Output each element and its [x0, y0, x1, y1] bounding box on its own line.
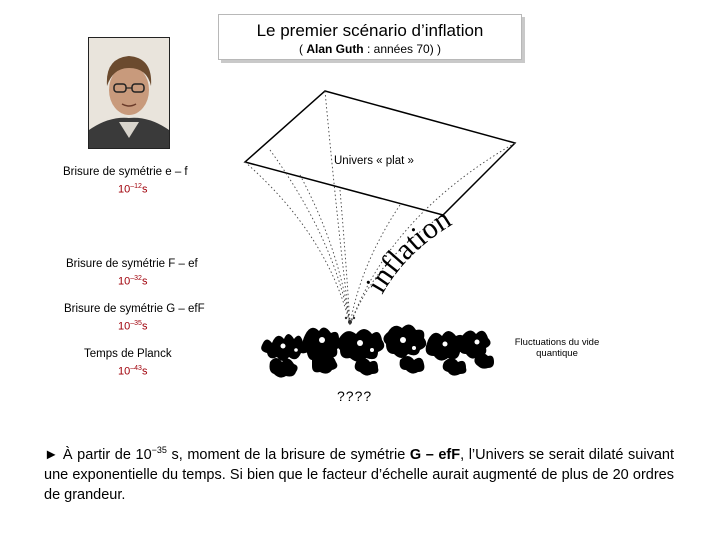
time-unit-fef: s	[141, 275, 148, 288]
para-exp: −35	[151, 445, 167, 455]
time-exp-gef: –35	[130, 320, 142, 327]
time-exp-fef: –32	[130, 275, 142, 282]
para-part1: À partir de 10	[58, 446, 152, 463]
time-base-planck: 10	[118, 365, 131, 378]
breaking-label-gef: Brisure de symétrie G – efF	[64, 303, 205, 315]
para-part3: , l’Univers se serait dilaté suivant une exponentielle du temps. Si bien que le facteur d’échelle aurait augmenté de plus de 20 ordres de grandeur.	[44, 446, 674, 503]
time-base-gef: 10	[118, 320, 131, 333]
time-base-fef: 10	[118, 275, 131, 288]
time-base-ef: 10	[118, 183, 131, 196]
time-unit-ef: s	[141, 183, 148, 196]
question-marks: ????	[337, 388, 373, 404]
breaking-label-ef: Brisure de symétrie e – f	[63, 166, 188, 178]
inflation-word	[360, 202, 457, 298]
time-exp-planck: –43	[130, 365, 142, 372]
time-exp-ef: –12	[130, 183, 142, 190]
planck-label: Temps de Planck	[84, 348, 172, 360]
time-unit-planck: s	[141, 365, 148, 378]
explanation-paragraph	[44, 440, 674, 505]
subtitle-rest: : années 70) )	[363, 42, 442, 56]
breaking-time-gef	[118, 320, 147, 333]
universe-label: Univers « plat »	[334, 155, 414, 167]
breaking-label-fef: Brisure de symétrie F – ef	[66, 258, 198, 270]
para-bold: G – efF	[409, 446, 461, 463]
subtitle-open: (	[298, 42, 307, 56]
breaking-time-ef	[118, 183, 147, 196]
breaking-time-fef	[118, 275, 147, 288]
time-unit-gef: s	[141, 320, 148, 333]
bullet-icon: ►	[44, 446, 59, 463]
fluctuations-label: Fluctuations du vide quantique	[514, 337, 600, 359]
inflation-word-path: inflation	[359, 202, 457, 299]
planck-time	[118, 365, 147, 378]
para-part2: s, moment de la brisure de symétrie	[166, 446, 410, 463]
subtitle-name: Alan Guth	[306, 42, 364, 56]
slide-title: Le premier scénario d’inflation	[256, 21, 484, 40]
